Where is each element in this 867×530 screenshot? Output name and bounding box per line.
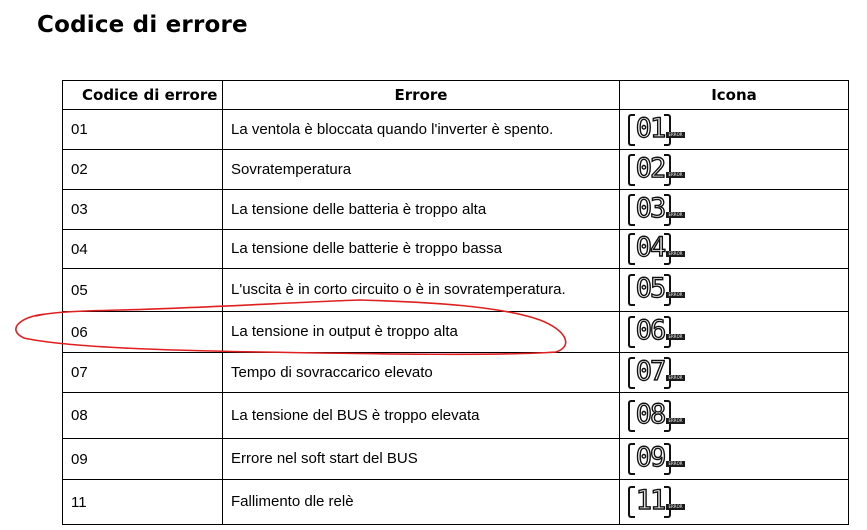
- table-row: [63, 230, 849, 269]
- lcd-error-tag: ERROR: [666, 172, 685, 178]
- table-row: [63, 110, 849, 150]
- table-row: [63, 393, 849, 439]
- error-description-cell: L'uscita è in corto circuito o è in sovratemperatura.: [223, 269, 620, 312]
- error-code-cell: 11: [63, 480, 223, 525]
- lcd-bracket-right: [664, 443, 671, 475]
- table-header-row: [63, 81, 849, 110]
- table-row: [63, 190, 849, 230]
- error-code-cell: 08: [63, 393, 223, 439]
- error-description-cell: La tensione del BUS è troppo elevata: [223, 393, 620, 439]
- lcd-error-icon: [628, 399, 686, 433]
- error-code-cell: 05: [63, 269, 223, 312]
- error-description-cell: La tensione delle batteria è troppo alta: [223, 190, 620, 230]
- error-icon-cell: [620, 269, 849, 312]
- header-icon: Icona: [620, 81, 849, 110]
- error-icon-cell: [620, 439, 849, 480]
- error-description-cell: Errore nel soft start del BUS: [223, 439, 620, 480]
- header-code: Codice di errore: [63, 81, 223, 110]
- table-row: [63, 269, 849, 312]
- page-title: Codice di errore: [37, 12, 248, 38]
- lcd-digits: 09: [635, 442, 665, 473]
- error-description-cell: La ventola è bloccata quando l'inverter è spento.: [223, 110, 620, 150]
- lcd-bracket-right: [664, 400, 671, 432]
- lcd-error-tag: ERROR: [666, 292, 685, 298]
- lcd-bracket-right: [664, 357, 671, 389]
- error-code-cell: 01: [63, 110, 223, 150]
- lcd-digits: 01: [635, 112, 665, 144]
- error-description-cell: Tempo di sovraccarico elevato: [223, 353, 620, 393]
- lcd-error-icon: [628, 193, 686, 227]
- lcd-bracket-right: [664, 316, 671, 348]
- error-icon-cell: [620, 393, 849, 439]
- lcd-error-tag: ERROR: [666, 251, 685, 257]
- table-row: [63, 312, 849, 353]
- lcd-bracket-right: [664, 274, 671, 306]
- error-icon-cell: [620, 312, 849, 353]
- error-code-cell: 04: [63, 230, 223, 269]
- error-icon-cell: [620, 353, 849, 393]
- error-description-cell: La tensione delle batterie è troppo bassa: [223, 230, 620, 269]
- lcd-error-icon: [628, 273, 686, 307]
- error-code-table: [62, 80, 849, 525]
- lcd-error-tag: ERROR: [666, 461, 685, 467]
- lcd-error-tag: ERROR: [666, 418, 685, 424]
- error-code-cell: 09: [63, 439, 223, 480]
- lcd-digits: 06: [635, 315, 665, 346]
- lcd-digits: 05: [635, 273, 665, 304]
- lcd-error-tag: ERROR: [666, 504, 685, 510]
- table-row: [63, 439, 849, 480]
- error-icon-cell: [620, 230, 849, 269]
- lcd-error-tag: ERROR: [666, 375, 685, 381]
- table-row: [63, 150, 849, 190]
- lcd-bracket-right: [664, 486, 671, 518]
- lcd-digits: 11: [635, 485, 665, 516]
- error-code-cell: 06: [63, 312, 223, 353]
- table-row: [63, 353, 849, 393]
- lcd-error-icon: [628, 113, 686, 147]
- error-icon-cell: [620, 150, 849, 190]
- table-row: [63, 480, 849, 525]
- error-icon-cell: [620, 480, 849, 525]
- lcd-error-tag: ERROR: [666, 212, 685, 218]
- lcd-digits: 07: [635, 355, 665, 387]
- lcd-error-icon: [628, 356, 686, 390]
- error-description-cell: La tensione in output è troppo alta: [223, 312, 620, 353]
- header-error: Errore: [223, 81, 620, 110]
- error-code-cell: 07: [63, 353, 223, 393]
- lcd-digits: 02: [635, 152, 665, 184]
- lcd-bracket-right: [664, 154, 671, 186]
- error-description-cell: Fallimento dle relè: [223, 480, 620, 525]
- lcd-bracket-right: [664, 114, 671, 146]
- lcd-digits: 04: [635, 232, 665, 263]
- lcd-error-tag: ERROR: [666, 132, 685, 138]
- error-icon-cell: [620, 190, 849, 230]
- error-description-cell: Sovratemperatura: [223, 150, 620, 190]
- error-icon-cell: [620, 110, 849, 150]
- lcd-error-icon: [628, 232, 686, 266]
- lcd-error-icon: [628, 153, 686, 187]
- error-code-cell: 03: [63, 190, 223, 230]
- lcd-bracket-right: [664, 233, 671, 265]
- lcd-digits: 03: [635, 192, 665, 224]
- lcd-error-icon: [628, 315, 686, 349]
- error-code-cell: 02: [63, 150, 223, 190]
- lcd-error-icon: [628, 485, 686, 519]
- lcd-digits: 08: [635, 398, 665, 430]
- lcd-error-icon: [628, 442, 686, 476]
- table-body: [63, 110, 849, 525]
- lcd-error-tag: ERROR: [666, 334, 685, 340]
- lcd-bracket-right: [664, 194, 671, 226]
